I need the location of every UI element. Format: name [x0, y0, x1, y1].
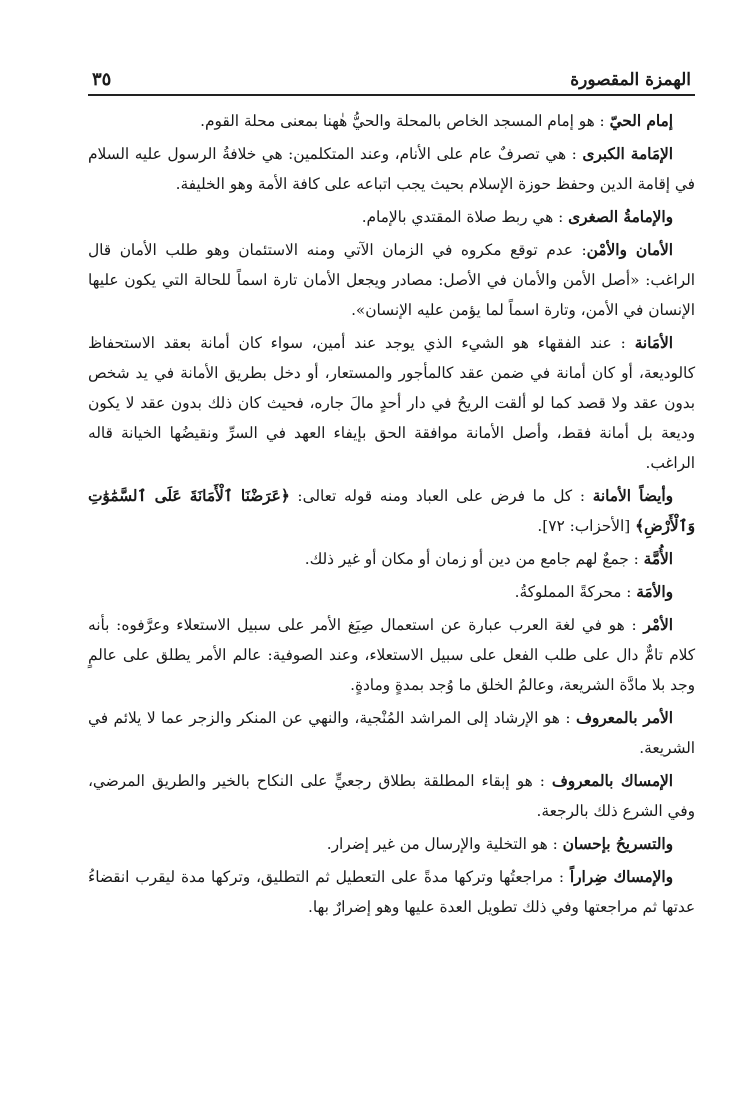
- entry-separator: :: [559, 709, 576, 727]
- verse-citation: [الأحزاب: ٧٢].: [537, 517, 636, 535]
- entry-separator: :: [628, 550, 644, 568]
- running-head: [88, 60, 695, 96]
- entry-definition: كل ما فرض على العباد ومنه قوله تعالى:: [289, 487, 573, 505]
- entry-definition: هي تصرفٌ عام على الأنام، وعند المتكلمين: هي خلافةُ الرسول عليه السلام في إقامة الدين وحفظ حوزة الإسلام بحيث يجب اتباعه على كافة الأمة وهو الخليفة.: [88, 145, 695, 193]
- entry-term: والتسريحُ بإحسان: [562, 835, 673, 853]
- entry-amr: [88, 610, 695, 700]
- entry-separator: :: [532, 772, 552, 790]
- entry-term: والأمَة: [636, 583, 673, 601]
- entry-definition: مراجعتُها وتركها مدةً على التعطيل ثم التطليق، وتركها مدة ليقرب انقضاءُ عدتها ثم مراجعتها وفي ذلك تطويل العدة عليها وهو إضرارٌ بها.: [88, 868, 695, 916]
- entry-separator: :: [594, 112, 610, 130]
- entry-ama: [88, 577, 695, 607]
- entry-imam-al-hayy: [88, 106, 695, 136]
- entry-separator: :: [553, 208, 569, 226]
- running-title: الهمزة المقصورة: [570, 70, 691, 90]
- entry-aman-wal-amn: [88, 235, 695, 325]
- entry-amana-also: [88, 481, 695, 541]
- entry-definition: جمعٌ لهم جامع من دين أو زمان أو مكان أو غير ذلك.: [304, 550, 629, 568]
- entry-imsak-dirar: [88, 862, 695, 922]
- entry-amana: [88, 328, 695, 478]
- entry-separator: :: [611, 334, 635, 352]
- entry-imama-sughra: [88, 202, 695, 232]
- entry-definition: عند الفقهاء هو الشيء الذي يوجد عند أمين، سواء كان أمانة بعقد الاستحفاظ كالوديعة، أو كان أمانة في ضمن عقد كالمأجور والمستعار، أو دخل بطريق الأمانة في يد شخص بدون عقد ولا قصد كما لو ألقت الريحُ في دار أحدٍ مالَ جاره، فحيث كان ذلك بدون عقد لا يكون وديعة بل أمانة فقط، وأصل الأمانة موافقة الحق بإيفاء العهد في السرِّ ونقيضُها الخيانة قاله الراغب.: [88, 334, 695, 472]
- entry-definition: محركةً المملوكةُ.: [514, 583, 622, 601]
- book-page: [88, 60, 695, 1057]
- page-number: ٣٥: [92, 69, 112, 90]
- entry-separator: :: [566, 145, 583, 163]
- entry-term: الإمساك بالمعروف: [551, 772, 673, 790]
- entry-imama-kubra: [88, 139, 695, 199]
- entry-separator: :: [552, 868, 570, 886]
- entry-tasrih-bi-ihsan: [88, 829, 695, 859]
- entry-term: الإمَامة الكبرى: [582, 145, 673, 163]
- entry-term: وأيضاً الأمانة: [592, 487, 673, 505]
- entry-term: الأُمَّة: [643, 550, 673, 568]
- entry-definition: هو الإرشاد إلى المراشد المُنْجية، والنهي عن المنكر والزجر عما لا يلائم في الشريعة.: [88, 709, 695, 757]
- entry-term: الأمَانة: [634, 334, 673, 352]
- entry-definition: عدم توقع مكروه في الزمان الآتي ومنه الاستئمان وهو طلب الأمان قال الراغب: «أصل الأمن والأمان في الأصل: مصادر ويجعل الأمان تارة اسماً للحالة التي يكون عليها الإنسان في الأمن، وتارة اسماً لما يؤمن عليه الإنسان».: [88, 241, 695, 319]
- entry-term: الأمر بالمعروف: [575, 709, 673, 727]
- entry-term: الأمان والأمْن: [586, 241, 673, 259]
- entry-umma: [88, 544, 695, 574]
- entry-definition: هو إمام المسجد الخاص بالمحلة والحيُّ هٰهنا بمعنى محلة القوم.: [200, 112, 595, 130]
- quran-verse: ﴿عَرَضْنَا ٱلْأَمَانَةَ عَلَى ٱلسَّمَٰوَٰتِ وَٱلْأَرْضِ﴾: [88, 487, 695, 535]
- entry-amr-bil-maruf: [88, 703, 695, 763]
- entry-definition: هي ربط صلاة المقتدي بالإمام.: [361, 208, 554, 226]
- entry-separator: :: [572, 487, 593, 505]
- entry-imsak-bil-maruf: [88, 766, 695, 826]
- entry-definition: هو التخلية والإرسال من غير إضرار.: [326, 835, 548, 853]
- entry-term: إمام الحيّ: [609, 112, 673, 130]
- entry-term: والإمساك ضِراراً: [569, 868, 673, 886]
- entry-definition: هو في لغة العرب عبارة عن استعمال صِيَغ الأمر على سبيل الاستعلاء وعرَّفوه: بأنه كلام تامٌّ دال على طلب الفعل على سبيل الاستعلاء، وعند الصوفية: عالم الأمر يطلق على عالمٍ وجد بلا مادَّة الشريعة، وعالمُ الخلق ما وُجد بمدةٍ ومادةٍ.: [88, 616, 695, 694]
- entry-separator: :: [572, 241, 587, 259]
- entry-separator: :: [624, 616, 644, 634]
- entry-separator: :: [621, 583, 637, 601]
- entries-list: [88, 106, 695, 922]
- entry-term: الأمْر: [643, 616, 673, 634]
- entry-term: والإمامةُ الصغرى: [568, 208, 673, 226]
- entry-separator: :: [547, 835, 563, 853]
- entry-definition: هو إبقاء المطلقة بطلاق رجعيٍّ على النكاح بالخير والطريق المرضي، وفي الشرع ذلك بالرجعة.: [88, 772, 695, 820]
